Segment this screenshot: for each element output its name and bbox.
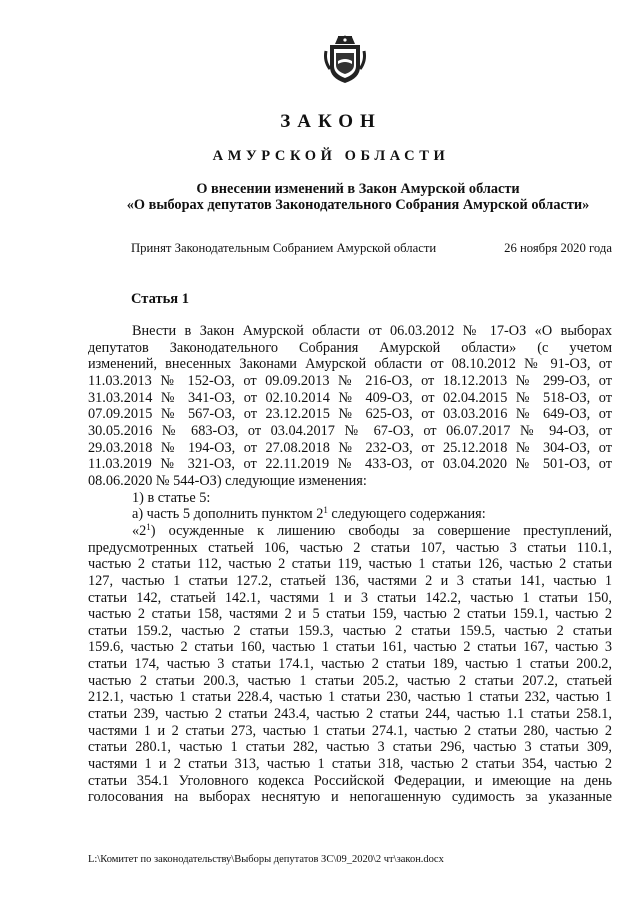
body-line: частью 2 статьи 200.3, частью 1 статьи 205.2, частью 2 статьи 207.2, статьей [88,672,612,689]
body-line [88,506,612,523]
body-line: статьи 280.1, частью 1 статьи 282, частью 3 статьи 296, частью 3 статьи 309, [88,739,612,756]
body-line: изменений, внесенных Законами Амурской области от 08.10.2012 № 91-ОЗ, от [88,356,612,373]
region-title: АМУРСКОЙ ОБЛАСТИ [212,148,450,164]
body-line: 07.09.2015 № 567-ОЗ, от 23.12.2015 № 625-ОЗ, от 03.03.2016 № 649-ОЗ, от [88,406,612,423]
subject-line: «О выборах депутатов Законодательного Собрания Амурской области» [126,197,590,213]
subject-line: О внесении изменений в Закон Амурской области [196,181,520,197]
body-line: 212.1, частью 1 статьи 228.4, частью 1 статьи 230, частью 1 статьи 232, частью 1 [88,689,612,706]
body-line: 08.06.2020 № 544-ОЗ) следующие изменения: [88,472,367,489]
body-line: 11.03.2013 № 152-ОЗ, от 09.09.2013 № 216-ОЗ, от 18.12.2013 № 299-ОЗ, от [88,372,612,389]
body-line: статьи 354.1 Уголовного кодекса Российской Федерации, и имеющие на день [88,772,612,789]
body-text: «2 [132,522,147,539]
coat-of-arms-emblem [321,33,369,85]
superscript: 1 [323,505,328,516]
body-line: частью 2 статьи 112, частью 2 статьи 119, частью 1 статьи 126, частью 2 статьи [88,556,612,573]
body-line: частями 1 и 2 статьи 313, частью 1 статьи 318, частью 2 статьи 354, частью 2 [88,756,612,773]
body-line: статьи 142, статьей 142.1, частями 1 и 3 статьи 142.2, частью 1 статьи 150, [88,589,612,606]
body-text: следующего содержания: [327,506,486,523]
body-line: 29.03.2018 № 194-ОЗ, от 27.08.2018 № 232-ОЗ, от 25.12.2018 № 304-ОЗ, от [88,439,612,456]
adoption-date: 26 ноября 2020 года [504,241,612,255]
body-line: голосования на выборах неснятую и непогашенную судимость за указанные [88,789,612,806]
file-path-footer: L:\Комитет по законодательству\Выборы депутатов ЗС\09_2020\2 чт\закон.docx [88,854,444,865]
body-line: Внести в Закон Амурской области от 06.03.2012 № 17-ОЗ «О выборах [132,323,612,339]
body-line: 1) в статье 5: [132,489,211,506]
article-body [88,323,612,806]
body-text: а) часть 5 дополнить пунктом 2 [132,506,324,523]
body-line: статьи 239, частью 2 статьи 243.4, частью 2 статьи 244, частью 1.1 статьи 258.1, [88,706,612,723]
body-line: 30.05.2016 № 683-ОЗ, от 03.04.2017 № 67-ОЗ, от 06.07.2017 № 94-ОЗ, от [88,422,612,439]
body-line: 31.03.2014 № 341-ОЗ, от 02.10.2014 № 409-ОЗ, от 02.04.2015 № 518-ОЗ, от [88,389,612,406]
body-line: частями 1 и 2 статьи 273, частью 1 статьи 274.1, частью 2 статьи 280, частью 2 [88,722,612,739]
body-line: статьи 174, частью 3 статьи 174.1, частью 2 статьи 189, частью 1 статьи 200.2, [88,656,612,673]
body-line: частью 2 статьи 158, частями 2 и 5 статьи 159, частью 2 статьи 159.1, частью 2 [88,606,612,623]
article-heading: Статья 1 [131,291,189,307]
law-subject [78,181,638,213]
body-line: статьи 159.2, частью 2 статьи 159.3, частью 2 статьи 159.5, частью 2 статьи [88,622,612,639]
body-line: 159.6, частью 2 статьи 160, частью 1 статьи 161, частью 2 статьи 167, частью 3 [88,639,612,656]
body-line: депутатов Законодательного Собрания Амурской области» (с учетом [88,339,612,356]
body-text: ) осужденные к лишению свободы за совершение преступлений, [150,522,612,539]
law-title: ЗАКОН [280,111,382,132]
body-line: 127, частью 1 статьи 127.2, статьей 136, частями 2 и 3 статьи 141, частью 1 [88,572,612,589]
body-line [88,523,612,540]
adopted-by: Принят Законодательным Собранием Амурской области [131,241,437,255]
body-line: 11.03.2019 № 321-ОЗ, от 22.11.2019 № 433-ОЗ, от 03.04.2020 № 501-ОЗ, от [88,456,612,473]
superscript: 1 [146,521,151,532]
adoption-line [131,241,612,256]
body-line: предусмотренных статьей 106, частью 2 статьи 107, частью 3 статьи 110.1, [88,539,612,556]
